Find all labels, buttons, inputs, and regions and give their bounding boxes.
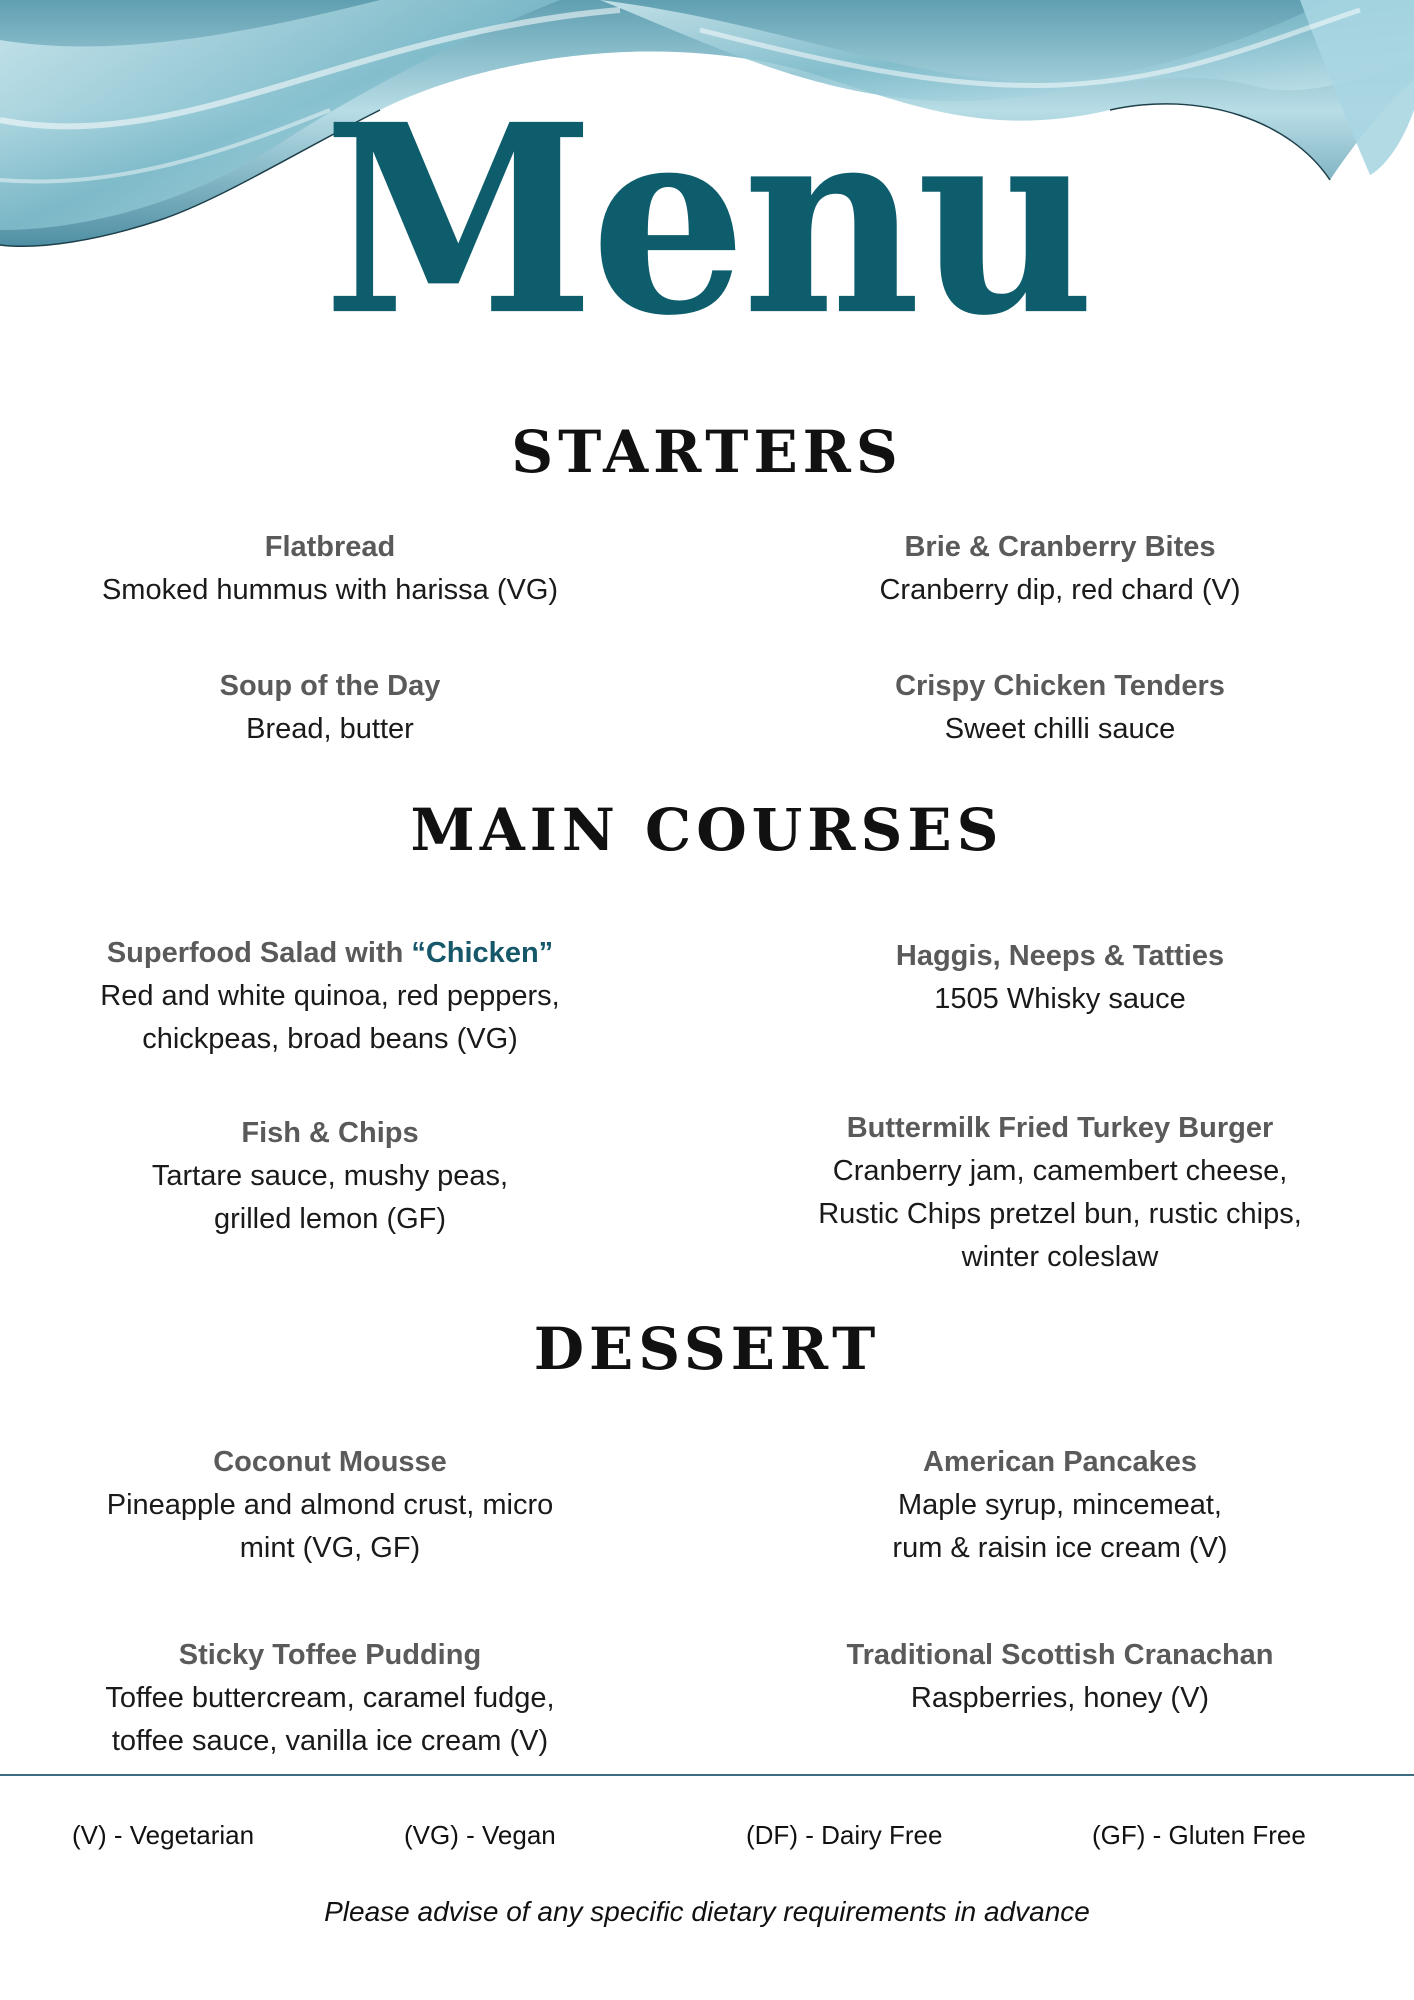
item-description: chickpeas, broad beans (VG) — [142, 1023, 518, 1055]
legend-vegetarian: (V) - Vegetarian — [72, 1820, 255, 1850]
item-description: Red and white quinoa, red peppers, — [100, 980, 560, 1012]
starters-heading: STARTERS — [511, 418, 903, 486]
legend-vegan: (VG) - Vegan — [404, 1820, 556, 1850]
item-description: Rustic Chips pretzel bun, rustic chips, — [818, 1198, 1302, 1230]
item-name-accent: “Chicken” — [411, 937, 554, 969]
item-description: toffee sauce, vanilla ice cream (V) — [111, 1725, 549, 1757]
item-description: winter coleslaw — [961, 1241, 1159, 1273]
item-name: Traditional Scottish Cranachan — [846, 1639, 1274, 1671]
item-name — [20, 932, 640, 975]
menu-item-turkey-burger — [740, 1107, 1380, 1279]
item-name: Soup of the Day — [219, 670, 441, 702]
item-name: Haggis, Neeps & Tatties — [895, 940, 1225, 972]
menu-item-flatbread — [20, 526, 640, 612]
menu-item-sticky-toffee-pudding — [20, 1634, 640, 1763]
item-description: Maple syrup, mincemeat, — [898, 1489, 1222, 1521]
item-name: Crispy Chicken Tenders — [895, 670, 1225, 702]
item-description: Cranberry dip, red chard (V) — [879, 574, 1241, 606]
item-description: mint (VG, GF) — [239, 1532, 421, 1564]
dietary-notice: Please advise of any specific dietary requirements in advance — [324, 1896, 1090, 1927]
item-description: Pineapple and almond crust, micro — [106, 1489, 554, 1521]
item-description: Tartare sauce, mushy peas, — [151, 1160, 509, 1192]
menu-item-american-pancakes — [740, 1441, 1380, 1570]
dessert-heading: DESSERT — [533, 1315, 881, 1383]
menu-item-brie-cranberry-bites — [740, 526, 1380, 612]
item-name: Sticky Toffee Pudding — [178, 1639, 482, 1671]
legend-dairy-free: (DF) - Dairy Free — [746, 1820, 943, 1850]
menu-item-soup-of-the-day — [20, 665, 640, 751]
menu-item-haggis-neeps-tatties — [740, 935, 1380, 1021]
menu-item-superfood-salad — [20, 932, 640, 1061]
item-description: Raspberries, honey (V) — [910, 1682, 1210, 1714]
menu-item-coconut-mousse — [20, 1441, 640, 1570]
item-name: Buttermilk Fried Turkey Burger — [846, 1112, 1274, 1144]
item-description: Bread, butter — [246, 713, 414, 745]
item-description: Smoked hummus with harissa (VG) — [101, 574, 559, 606]
menu-item-scottish-cranachan — [740, 1634, 1380, 1720]
item-name: Brie & Cranberry Bites — [904, 531, 1216, 563]
main-courses-heading: MAIN COURSES — [410, 796, 1004, 864]
item-name: Coconut Mousse — [213, 1446, 447, 1478]
item-description: grilled lemon (GF) — [213, 1203, 447, 1235]
item-description: Sweet chilli sauce — [944, 713, 1176, 745]
item-description: Cranberry jam, camembert cheese, — [832, 1155, 1288, 1187]
item-name: American Pancakes — [922, 1446, 1198, 1478]
menu-title: Menu — [323, 67, 1091, 373]
item-name-text: Superfood Salad with — [106, 937, 412, 969]
legend-gluten-free: (GF) - Gluten Free — [1092, 1820, 1306, 1850]
menu-item-fish-and-chips — [20, 1112, 640, 1241]
item-description: rum & raisin ice cream (V) — [892, 1532, 1228, 1564]
item-name: Flatbread — [264, 531, 396, 563]
item-description: Toffee buttercream, caramel fudge, — [105, 1682, 555, 1714]
item-name: Fish & Chips — [241, 1117, 419, 1149]
footer-divider — [0, 1774, 1414, 1776]
item-description: 1505 Whisky sauce — [934, 983, 1186, 1015]
menu-item-crispy-chicken-tenders — [740, 665, 1380, 751]
